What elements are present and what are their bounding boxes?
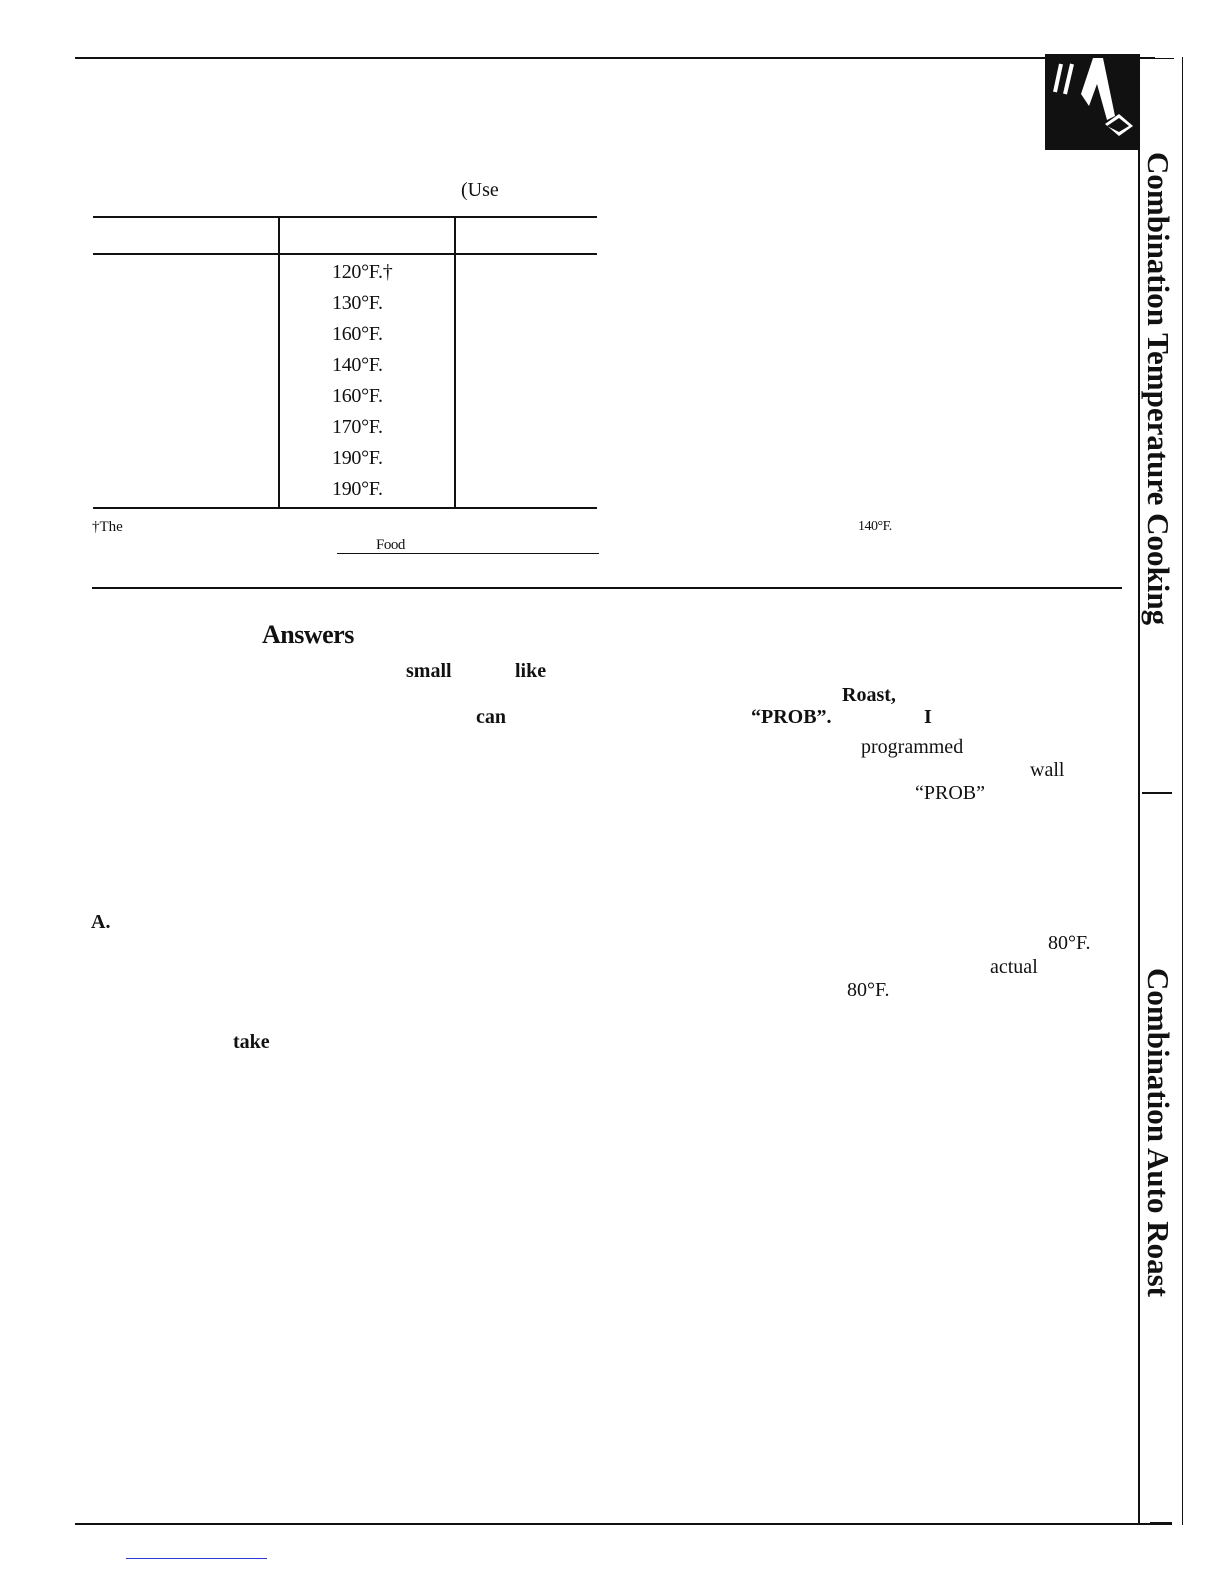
text-fragment-prob-quote: “PROB” [915, 782, 985, 804]
footnote-temperature: 140°F. [858, 519, 892, 534]
top-rule [75, 57, 1155, 59]
text-fragment-temperature: 80°F. [847, 979, 890, 1001]
table-header-fragment: (Use [461, 179, 499, 201]
footnote-food-label: Food [376, 537, 405, 553]
table-cell-temperature: 160°F. [332, 323, 383, 345]
table-cell-temperature: 170°F. [332, 416, 383, 438]
side-tick-bottom [1150, 1522, 1172, 1524]
table-col-divider-left [278, 217, 280, 508]
text-fragment-can: can [476, 706, 506, 728]
table-top-rule [93, 216, 597, 218]
table-cell-temperature: 130°F. [332, 292, 383, 314]
text-fragment-wall: wall [1030, 759, 1065, 781]
text-fragment-temperature: 80°F. [1048, 932, 1091, 954]
table-cell-temperature: 160°F. [332, 385, 383, 407]
text-fragment-programmed: programmed [861, 736, 964, 758]
hand-pressing-button-icon [1045, 54, 1140, 150]
bottom-rule [75, 1523, 1172, 1525]
footnote-start: †The [92, 519, 123, 535]
section-divider [92, 587, 1122, 589]
table-header-rule [93, 253, 597, 255]
text-fragment-take: take [233, 1031, 270, 1053]
right-edge-rule [1182, 57, 1183, 1525]
section-tab-icon [1045, 54, 1140, 150]
table-cell-temperature: 190°F. [332, 447, 383, 469]
text-fragment-i: I [924, 706, 932, 728]
section-heading: Answers [262, 620, 354, 649]
footnote-underline [337, 553, 599, 554]
link-underline [126, 1558, 267, 1559]
side-tick-top [1152, 58, 1174, 59]
text-fragment-prob: “PROB”. [751, 706, 832, 728]
text-fragment-small: small [406, 660, 452, 682]
side-label-temperature-cooking: Combination Temperature Cooking [1141, 152, 1176, 626]
side-tick-mid [1142, 792, 1172, 794]
answer-marker: A. [91, 911, 111, 933]
text-fragment-actual: actual [990, 956, 1038, 978]
table-cell-temperature: 140°F. [332, 354, 383, 376]
table-col-divider-right [454, 217, 456, 508]
table-bottom-rule [93, 507, 597, 509]
side-label-auto-roast: Combination Auto Roast [1141, 968, 1176, 1297]
table-cell-temperature: 120°F.† [332, 261, 393, 283]
text-fragment-roast: Roast, [842, 684, 896, 706]
table-cell-temperature: 190°F. [332, 478, 383, 500]
text-fragment-like: like [515, 660, 547, 682]
